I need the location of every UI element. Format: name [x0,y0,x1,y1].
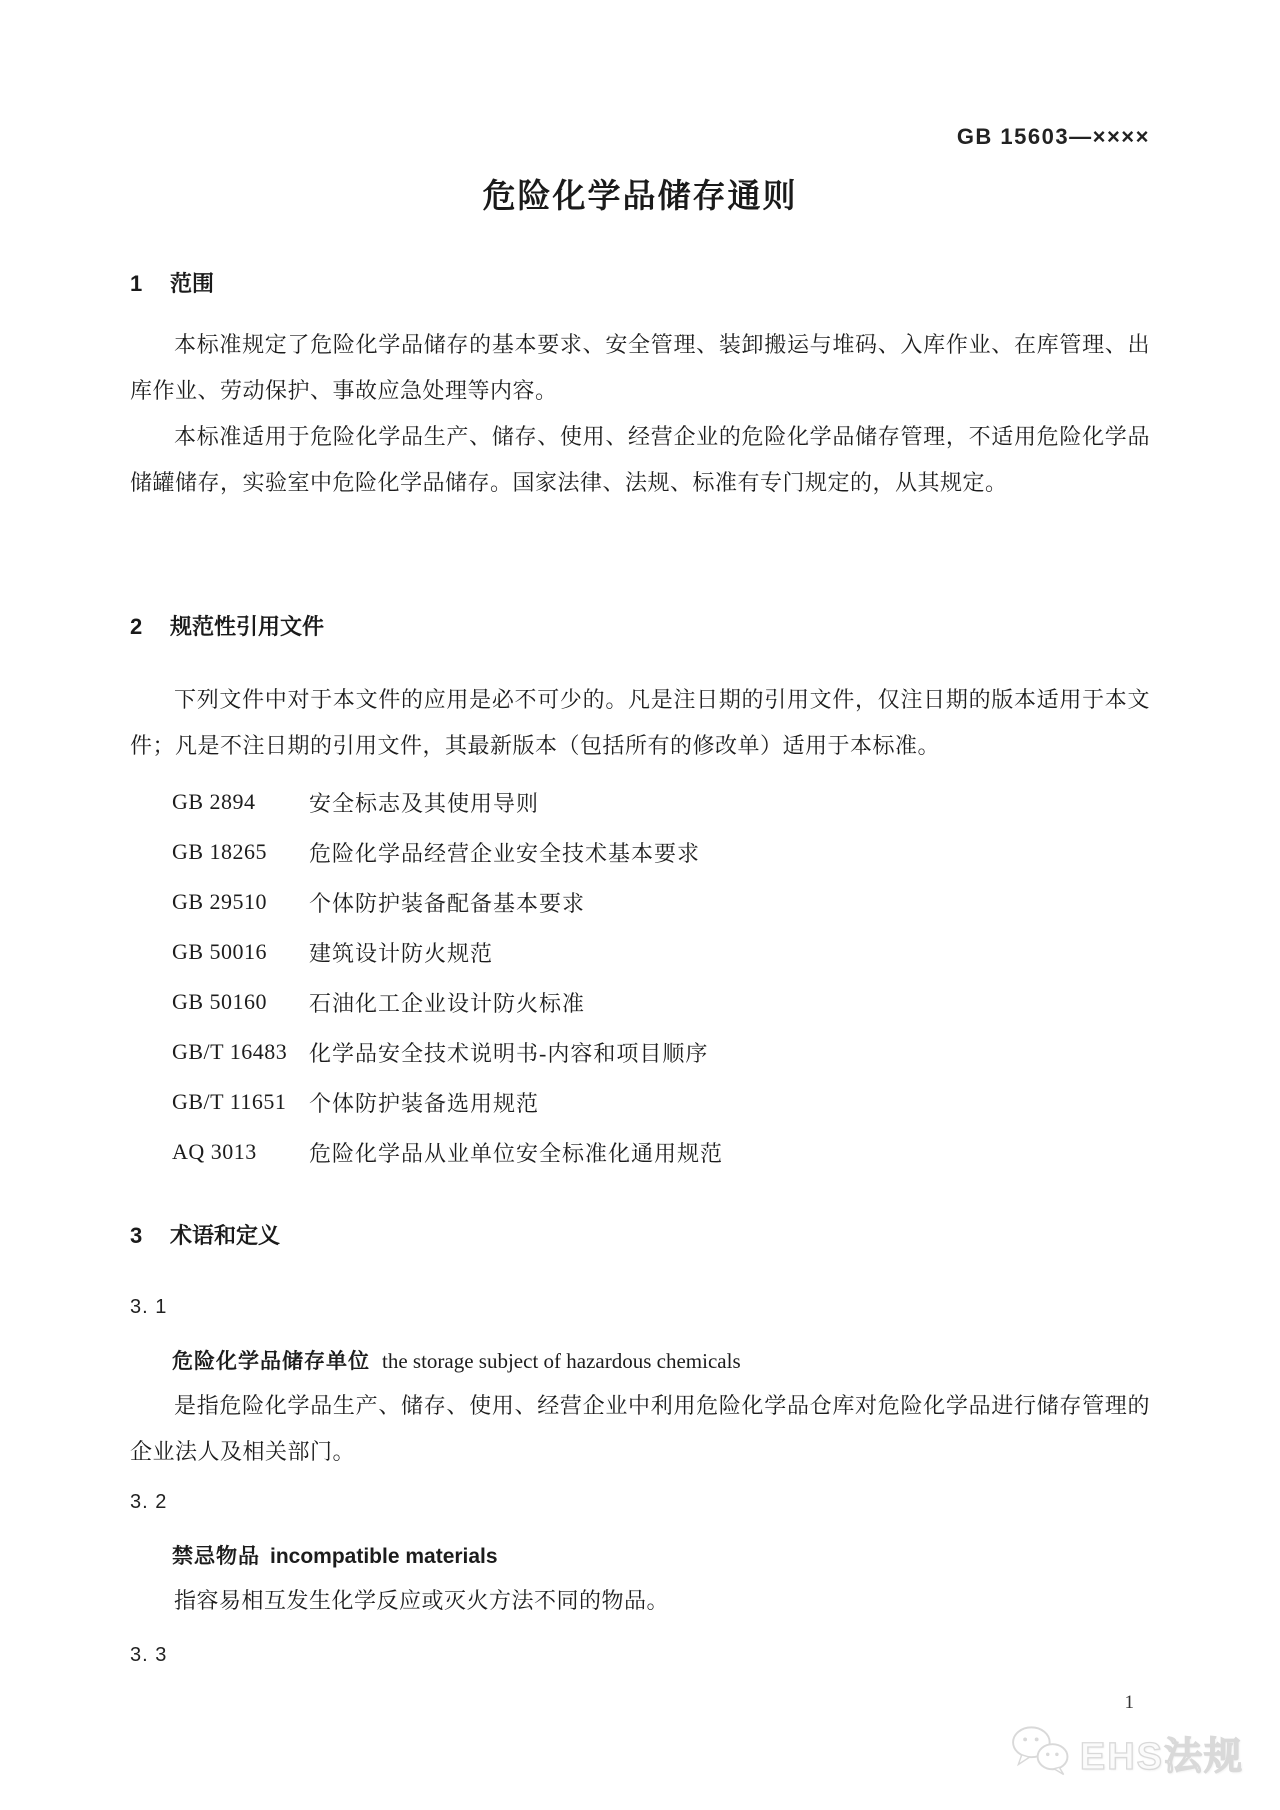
reference-title: 建筑设计防火规范 [309,940,494,966]
term-line-3-2 [172,1540,1150,1570]
section-title: 范围 [170,271,215,296]
reference-code: GB 29510 [172,889,268,914]
reference-title: 个体防护装备配备基本要求 [309,890,586,916]
reference-title: 危险化学品经营企业安全技术基本要求 [309,840,701,866]
reference-title: 石油化工企业设计防火标准 [309,990,586,1016]
section-number: 3 [130,1223,143,1248]
scope-paragraph: 本标准规定了危险化学品储存的基本要求、安全管理、装卸搬运与堆码、入库作业、在库管理、出库作业、劳动保护、事故应急处理等内容。 [130,332,1150,403]
section-terms-heading [130,1219,1150,1250]
reference-row [172,1077,1150,1127]
section-scope-heading [130,267,1150,298]
term-definition-3-2: 指容易相互发生化学反应或灭火方法不同的物品。 [174,1588,670,1613]
wechat-icon [1010,1724,1072,1781]
reference-code: AQ 3013 [172,1139,257,1164]
clause-number-3-2: 3. 2 [130,1491,168,1513]
section-title: 术语和定义 [170,1223,281,1248]
term-en: the storage subject of hazardous chemicals [382,1349,741,1373]
doc-code: GB 15603—×××× [956,124,1150,149]
section-number: 2 [130,614,143,639]
reference-row [172,827,1150,877]
term-cn: 禁忌物品 [172,1545,260,1568]
section-number: 1 [130,271,143,296]
reference-title: 个体防护装备选用规范 [309,1090,540,1116]
references-list [130,777,1150,1177]
term-cn: 危险化学品储存单位 [172,1350,370,1373]
reference-code: GB 50160 [172,989,268,1014]
reference-code: GB/T 16483 [172,1039,288,1064]
clause-number-3-3: 3. 3 [130,1644,168,1666]
reference-row [172,877,1150,927]
references-intro: 下列文件中对于本文件的应用是必不可少的。凡是注日期的引用文件，仅注日期的版本适用于本文件；凡是不注日期的引用文件，其最新版本（包括所有的修改单）适用于本标准。 [130,687,1150,758]
watermark-text: EHS法规 [1079,1736,1244,1778]
reference-title: 化学品安全技术说明书-内容和项目顺序 [309,1040,709,1066]
reference-code: GB 18265 [172,839,268,864]
reference-row [172,777,1150,827]
reference-row [172,977,1150,1027]
reference-code: GB 2894 [172,789,256,814]
term-line-3-1 [172,1345,1150,1375]
reference-code: GB/T 11651 [172,1089,287,1114]
clause-number-3-1: 3. 1 [130,1296,168,1318]
doc-title: 危险化学品储存通则 [482,177,798,214]
section-references-heading [130,610,1150,641]
reference-title: 安全标志及其使用导则 [309,790,540,816]
reference-row [172,1127,1150,1177]
scope-paragraph: 本标准适用于危险化学品生产、储存、使用、经营企业的危险化学品储存管理，不适用危险化学品储罐储存，实验室中危险化学品储存。国家法律、法规、标准有专门规定的，从其规定。 [130,424,1150,495]
term-definition-3-1: 是指危险化学品生产、储存、使用、经营企业中利用危险化学品仓库对危险化学品进行储存管理的企业法人及相关部门。 [130,1393,1150,1464]
watermark [1010,1724,1244,1781]
term-en: incompatible materials [270,1545,498,1568]
reference-row [172,1027,1150,1077]
page-number: 1 [1124,1692,1134,1713]
reference-code: GB 50016 [172,939,268,964]
section-title: 规范性引用文件 [170,614,325,639]
reference-title: 危险化学品从业单位安全标准化通用规范 [309,1140,724,1166]
reference-row [172,927,1150,977]
